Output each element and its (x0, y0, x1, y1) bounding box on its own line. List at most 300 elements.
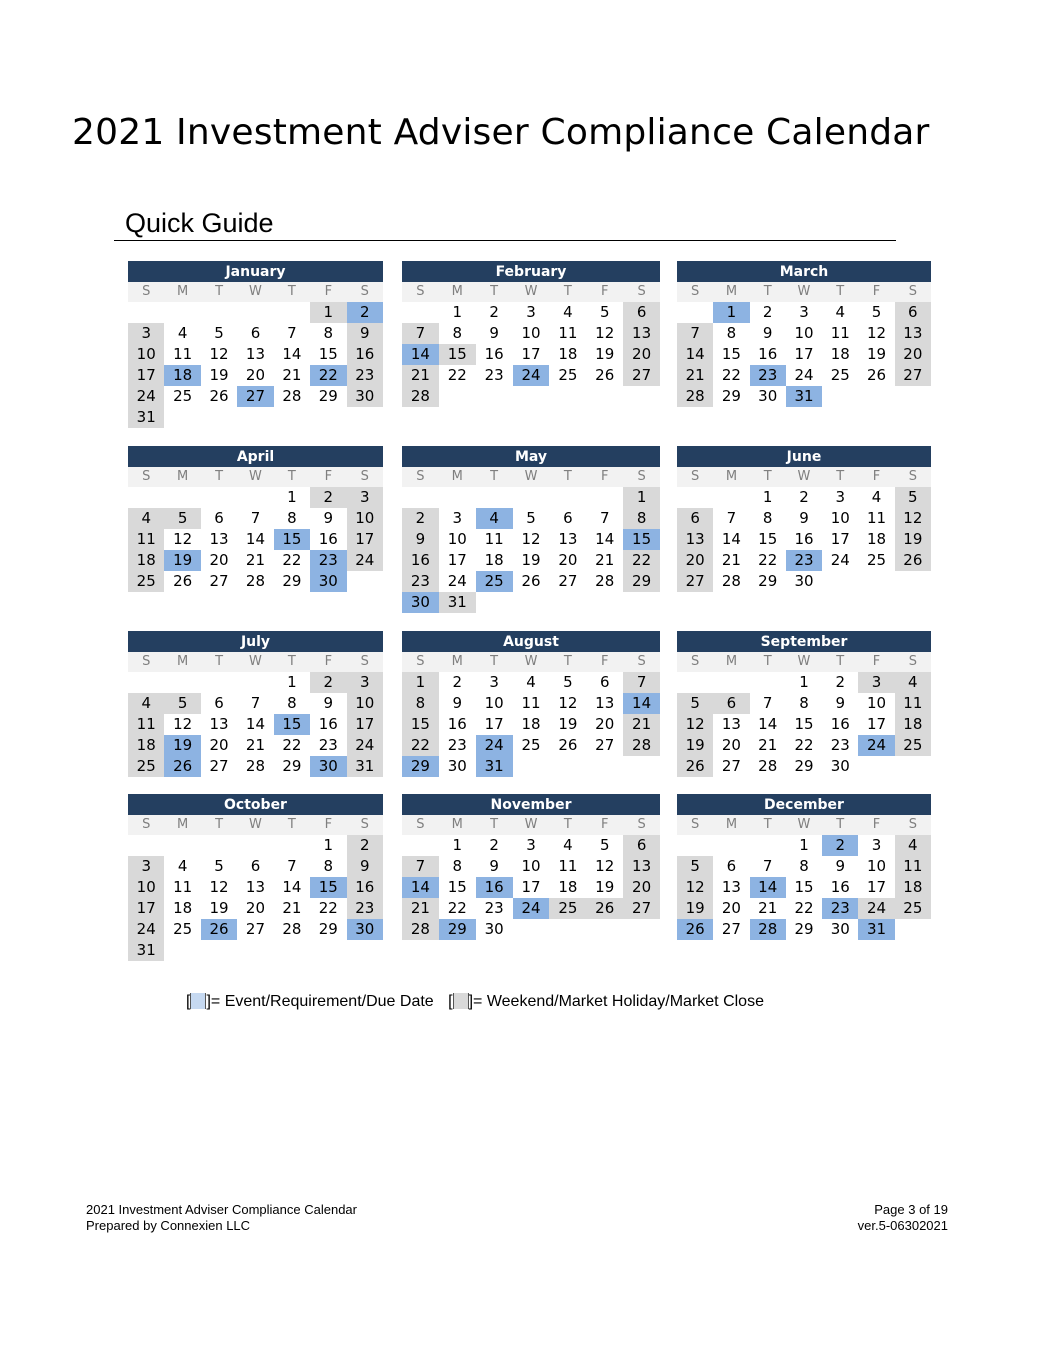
day-cell: 2 (310, 672, 346, 693)
day-cell: 23 (402, 571, 439, 592)
day-cell: 30 (794, 572, 814, 590)
month-march (677, 261, 931, 407)
day-cell: 25 (476, 571, 513, 592)
day-cell: 10 (830, 509, 850, 527)
day-cell: 8 (287, 694, 297, 712)
day-cell: 3 (347, 487, 383, 508)
weekday-label: F (872, 469, 881, 484)
week-row (402, 365, 660, 386)
day-cell: 17 (484, 715, 504, 733)
week-row (128, 735, 383, 756)
day-cell: 22 (318, 899, 338, 917)
weekday-label: W (797, 284, 811, 299)
day-cell: 26 (173, 572, 193, 590)
day-cell: 1 (799, 836, 809, 854)
week-row (677, 672, 931, 693)
day-cell: 7 (623, 672, 660, 693)
day-cell: 31 (128, 407, 164, 428)
day-cell: 15 (794, 715, 814, 733)
document-title: 2021 Investment Adviser Compliance Calendar (72, 112, 930, 153)
day-cell: 28 (595, 572, 615, 590)
month-header: August (402, 631, 660, 652)
weekday-label: M (177, 654, 189, 669)
day-cell: 9 (835, 857, 846, 875)
week-row (402, 898, 660, 919)
week-row (402, 550, 660, 571)
day-cell: 30 (347, 386, 383, 407)
empty-day-cell (586, 756, 623, 777)
day-cell: 10 (484, 694, 504, 712)
day-cell: 11 (128, 529, 164, 550)
day-cell: 29 (721, 387, 741, 405)
day-cell: 23 (484, 366, 504, 384)
day-cell: 28 (402, 919, 439, 940)
day-cell: 7 (402, 323, 439, 344)
day-cell: 9 (762, 324, 773, 342)
day-cell: 6 (726, 857, 737, 875)
weekday-label: M (177, 817, 189, 832)
day-cell: 7 (287, 324, 297, 342)
empty-day-cell (513, 756, 550, 777)
day-cell: 11 (173, 878, 193, 896)
day-cell: 11 (484, 530, 504, 548)
week-row (128, 856, 383, 877)
empty-day-cell (402, 302, 439, 323)
day-cell: 18 (128, 735, 164, 756)
weekday-label: S (416, 284, 425, 299)
day-cell: 16 (347, 344, 383, 365)
footer-page-number: Page 3 of 19 (874, 1202, 948, 1217)
empty-day-cell (128, 835, 164, 856)
empty-day-cell (822, 571, 858, 592)
day-cell: 20 (558, 551, 578, 569)
day-cell: 21 (677, 365, 713, 386)
weekday-label: T (836, 469, 845, 484)
day-cell: 6 (623, 302, 660, 323)
day-cell: 17 (521, 345, 541, 363)
day-cell: 13 (721, 715, 741, 733)
day-cell: 10 (521, 857, 541, 875)
month-header: April (128, 446, 383, 467)
week-row (677, 571, 931, 592)
day-cell: 23 (750, 365, 786, 386)
weekday-header-row (402, 652, 660, 672)
day-cell: 1 (713, 302, 749, 323)
day-cell: 13 (209, 530, 229, 548)
day-cell: 10 (867, 694, 887, 712)
day-cell: 4 (128, 508, 164, 529)
day-cell: 26 (521, 572, 541, 590)
week-row (128, 835, 383, 856)
day-cell: 6 (250, 857, 261, 875)
day-cell: 14 (402, 877, 439, 898)
weekday-label: S (360, 284, 369, 299)
day-cell: 8 (623, 508, 660, 529)
day-cell: 10 (521, 324, 541, 342)
empty-day-cell (201, 672, 237, 693)
day-cell: 27 (721, 757, 741, 775)
empty-day-cell (476, 592, 513, 613)
weekday-label: S (637, 817, 646, 832)
day-cell: 14 (282, 878, 302, 896)
empty-day-cell (347, 571, 383, 592)
empty-day-cell (201, 835, 237, 856)
empty-day-cell (713, 835, 749, 856)
weekday-label: S (360, 469, 369, 484)
day-cell: 8 (402, 693, 439, 714)
day-cell: 22 (623, 550, 660, 571)
month-january (128, 261, 383, 428)
empty-day-cell (513, 592, 550, 613)
day-cell: 8 (799, 857, 809, 875)
weekday-header-row (677, 815, 931, 835)
day-cell: 3 (128, 856, 164, 877)
day-cell: 18 (895, 714, 931, 735)
weekday-label: F (600, 817, 609, 832)
day-cell: 13 (677, 529, 713, 550)
day-cell: 27 (209, 757, 229, 775)
weekday-label: T (215, 284, 224, 299)
day-cell: 10 (347, 508, 383, 529)
day-cell: 26 (164, 756, 200, 777)
empty-day-cell (586, 919, 623, 940)
month-october (128, 794, 383, 961)
day-cell: 3 (347, 672, 383, 693)
day-cell: 12 (867, 324, 887, 342)
day-cell: 23 (318, 736, 338, 754)
week-row (128, 344, 383, 365)
empty-day-cell (549, 756, 586, 777)
day-cell: 16 (794, 530, 814, 548)
day-cell: 27 (245, 920, 266, 938)
day-cell: 18 (484, 551, 504, 569)
day-cell: 8 (452, 324, 463, 342)
month-july (128, 631, 383, 777)
day-cell: 30 (484, 920, 504, 938)
day-cell: 8 (287, 509, 297, 527)
empty-day-cell (895, 386, 931, 407)
week-row (677, 856, 931, 877)
day-cell: 9 (347, 323, 383, 344)
day-cell: 25 (128, 756, 164, 777)
week-row (128, 672, 383, 693)
day-cell: 1 (452, 836, 463, 854)
weekday-label: T (763, 469, 772, 484)
day-cell: 27 (677, 571, 713, 592)
day-cell: 27 (623, 365, 660, 386)
day-cell: 13 (721, 878, 741, 896)
day-cell: 4 (177, 857, 188, 875)
weekday-label: W (249, 284, 262, 299)
day-cell: 18 (867, 530, 887, 548)
empty-day-cell (164, 672, 200, 693)
day-cell: 10 (128, 877, 164, 898)
day-cell: 8 (323, 324, 334, 342)
empty-day-cell (201, 302, 237, 323)
weekday-label: T (215, 654, 224, 669)
day-cell: 13 (245, 345, 266, 363)
day-cell: 29 (282, 572, 302, 590)
day-cell: 28 (402, 386, 439, 407)
weekday-label: S (691, 654, 700, 669)
weekend-swatch-icon (453, 993, 469, 1009)
day-cell: 18 (830, 345, 850, 363)
day-cell: 22 (758, 551, 778, 569)
day-cell: 24 (476, 735, 513, 756)
empty-day-cell (713, 487, 749, 508)
weekday-label: S (691, 284, 700, 299)
day-cell: 19 (895, 529, 931, 550)
day-cell: 27 (237, 386, 273, 407)
day-cell: 3 (128, 323, 164, 344)
day-cell: 19 (164, 550, 200, 571)
day-cell: 26 (586, 898, 623, 919)
empty-day-cell (513, 487, 550, 508)
day-cell: 15 (721, 345, 741, 363)
day-cell: 21 (402, 898, 439, 919)
week-row (677, 919, 931, 940)
empty-day-cell (677, 487, 713, 508)
day-cell: 6 (563, 509, 573, 527)
week-row (677, 550, 931, 571)
day-cell: 16 (476, 877, 513, 898)
empty-day-cell (201, 487, 237, 508)
day-cell: 4 (476, 508, 513, 529)
empty-day-cell (439, 386, 476, 407)
day-cell: 19 (677, 898, 713, 919)
day-cell: 2 (762, 303, 773, 321)
week-row (402, 529, 660, 550)
weekday-label: T (215, 469, 224, 484)
day-cell: 18 (558, 878, 578, 896)
day-cell: 20 (209, 551, 229, 569)
weekday-label: W (249, 469, 262, 484)
day-cell: 20 (245, 366, 266, 384)
day-cell: 13 (623, 856, 660, 877)
day-cell: 12 (895, 508, 931, 529)
footer-right (858, 1202, 948, 1234)
empty-day-cell (750, 835, 786, 856)
empty-day-cell (476, 487, 513, 508)
day-cell: 27 (558, 572, 578, 590)
day-cell: 9 (489, 857, 499, 875)
day-cell: 22 (794, 899, 814, 917)
day-cell: 31 (128, 940, 164, 961)
weekday-label: M (725, 469, 738, 484)
empty-day-cell (750, 672, 786, 693)
day-cell: 21 (245, 551, 266, 569)
day-cell: 26 (867, 366, 887, 384)
day-cell: 26 (895, 550, 931, 571)
day-cell: 16 (758, 345, 778, 363)
section-title: Quick Guide (125, 208, 274, 238)
day-cell: 4 (563, 836, 573, 854)
day-cell: 31 (439, 592, 476, 613)
empty-day-cell (677, 302, 713, 323)
day-cell: 5 (526, 509, 536, 527)
day-cell: 11 (867, 509, 887, 527)
day-cell: 29 (439, 919, 476, 940)
empty-day-cell (858, 386, 894, 407)
day-cell: 24 (513, 898, 550, 919)
day-cell: 4 (895, 835, 931, 856)
weekday-label: T (287, 469, 296, 484)
empty-day-cell (623, 756, 660, 777)
day-cell: 15 (274, 714, 310, 735)
month-november (402, 794, 660, 940)
footer-left (86, 1202, 357, 1234)
day-cell: 5 (871, 303, 882, 321)
day-cell: 1 (287, 673, 297, 691)
week-row (677, 898, 931, 919)
day-cell: 11 (173, 345, 193, 363)
week-row (128, 714, 383, 735)
day-cell: 19 (209, 366, 229, 384)
day-cell: 27 (721, 920, 741, 938)
day-cell: 17 (347, 714, 383, 735)
day-cell: 3 (489, 673, 499, 691)
week-row (677, 386, 931, 407)
empty-day-cell (586, 592, 623, 613)
empty-day-cell (310, 407, 346, 428)
day-cell: 31 (858, 919, 894, 940)
empty-day-cell (439, 487, 476, 508)
empty-day-cell (237, 302, 273, 323)
week-row (677, 529, 931, 550)
day-cell: 8 (799, 694, 809, 712)
empty-day-cell (201, 940, 237, 961)
day-cell: 13 (895, 323, 931, 344)
weekday-label: S (908, 654, 917, 669)
weekday-label: T (836, 654, 845, 669)
day-cell: 22 (794, 736, 814, 754)
day-cell: 21 (758, 736, 778, 754)
month-header: October (128, 794, 383, 815)
empty-day-cell (895, 919, 931, 940)
weekday-header-row (128, 282, 383, 302)
weekday-label: S (637, 654, 646, 669)
day-cell: 17 (347, 529, 383, 550)
week-row (128, 323, 383, 344)
empty-day-cell (549, 592, 586, 613)
day-cell: 22 (447, 899, 467, 917)
month-header: February (402, 261, 660, 282)
day-cell: 6 (677, 508, 713, 529)
day-cell: 23 (786, 550, 822, 571)
weekday-label: W (524, 817, 538, 832)
week-row (128, 693, 383, 714)
day-cell: 17 (521, 878, 541, 896)
day-cell: 11 (830, 324, 850, 342)
weekday-label: S (360, 654, 369, 669)
day-cell: 25 (521, 736, 541, 754)
day-cell: 3 (526, 303, 536, 321)
day-cell: 16 (447, 715, 467, 733)
day-cell: 10 (347, 693, 383, 714)
day-cell: 26 (201, 919, 237, 940)
week-row (402, 756, 660, 777)
empty-day-cell (549, 386, 586, 407)
month-may (402, 446, 660, 613)
weekday-label: T (490, 817, 499, 832)
day-cell: 25 (173, 920, 193, 938)
week-row (402, 693, 660, 714)
month-february (402, 261, 660, 407)
day-cell: 30 (830, 757, 850, 775)
month-august (402, 631, 660, 777)
day-cell: 9 (323, 694, 334, 712)
empty-day-cell (164, 940, 200, 961)
weekday-label: W (524, 654, 538, 669)
day-cell: 7 (250, 694, 261, 712)
week-row (128, 919, 383, 940)
day-cell: 31 (347, 756, 383, 777)
day-cell: 7 (599, 509, 610, 527)
week-row (128, 550, 383, 571)
day-cell: 3 (871, 836, 882, 854)
day-cell: 5 (214, 324, 224, 342)
month-header: June (677, 446, 931, 467)
day-cell: 7 (402, 856, 439, 877)
day-cell: 15 (439, 344, 476, 365)
footer-prepared-by: Prepared by Connexien LLC (86, 1218, 251, 1233)
empty-day-cell (476, 386, 513, 407)
day-cell: 3 (835, 488, 846, 506)
day-cell: 23 (347, 365, 383, 386)
day-cell: 21 (282, 366, 302, 384)
day-cell: 15 (623, 529, 660, 550)
day-cell: 29 (282, 757, 302, 775)
empty-day-cell (623, 592, 660, 613)
day-cell: 2 (822, 835, 858, 856)
weekday-header-row (402, 282, 660, 302)
day-cell: 2 (835, 673, 846, 691)
week-row (402, 323, 660, 344)
empty-day-cell (549, 487, 586, 508)
day-cell: 12 (209, 345, 229, 363)
day-cell: 18 (558, 345, 578, 363)
day-cell: 4 (177, 324, 188, 342)
day-cell: 17 (794, 345, 814, 363)
day-cell: 5 (677, 693, 713, 714)
day-cell: 24 (447, 572, 467, 590)
month-april (128, 446, 383, 592)
day-cell: 15 (794, 878, 814, 896)
day-cell: 1 (310, 302, 346, 323)
day-cell: 7 (726, 509, 737, 527)
weekday-label: W (524, 284, 538, 299)
day-cell: 31 (476, 756, 513, 777)
day-cell: 15 (447, 878, 467, 896)
day-cell: 16 (318, 530, 338, 548)
weekday-label: F (872, 654, 881, 669)
week-row (128, 487, 383, 508)
day-cell: 22 (282, 736, 302, 754)
week-row (128, 571, 383, 592)
empty-day-cell (623, 919, 660, 940)
weekday-label: T (836, 817, 845, 832)
day-cell: 1 (623, 487, 660, 508)
week-row (402, 714, 660, 735)
day-cell: 17 (447, 551, 467, 569)
weekday-label: S (691, 469, 700, 484)
day-cell: 17 (128, 898, 164, 919)
weekday-label: M (451, 284, 463, 299)
day-cell: 25 (558, 366, 578, 384)
empty-day-cell (237, 407, 273, 428)
legend-weekend-label: ]= Weekend/Market Holiday/Market Close (468, 993, 764, 1010)
day-cell: 7 (677, 323, 713, 344)
